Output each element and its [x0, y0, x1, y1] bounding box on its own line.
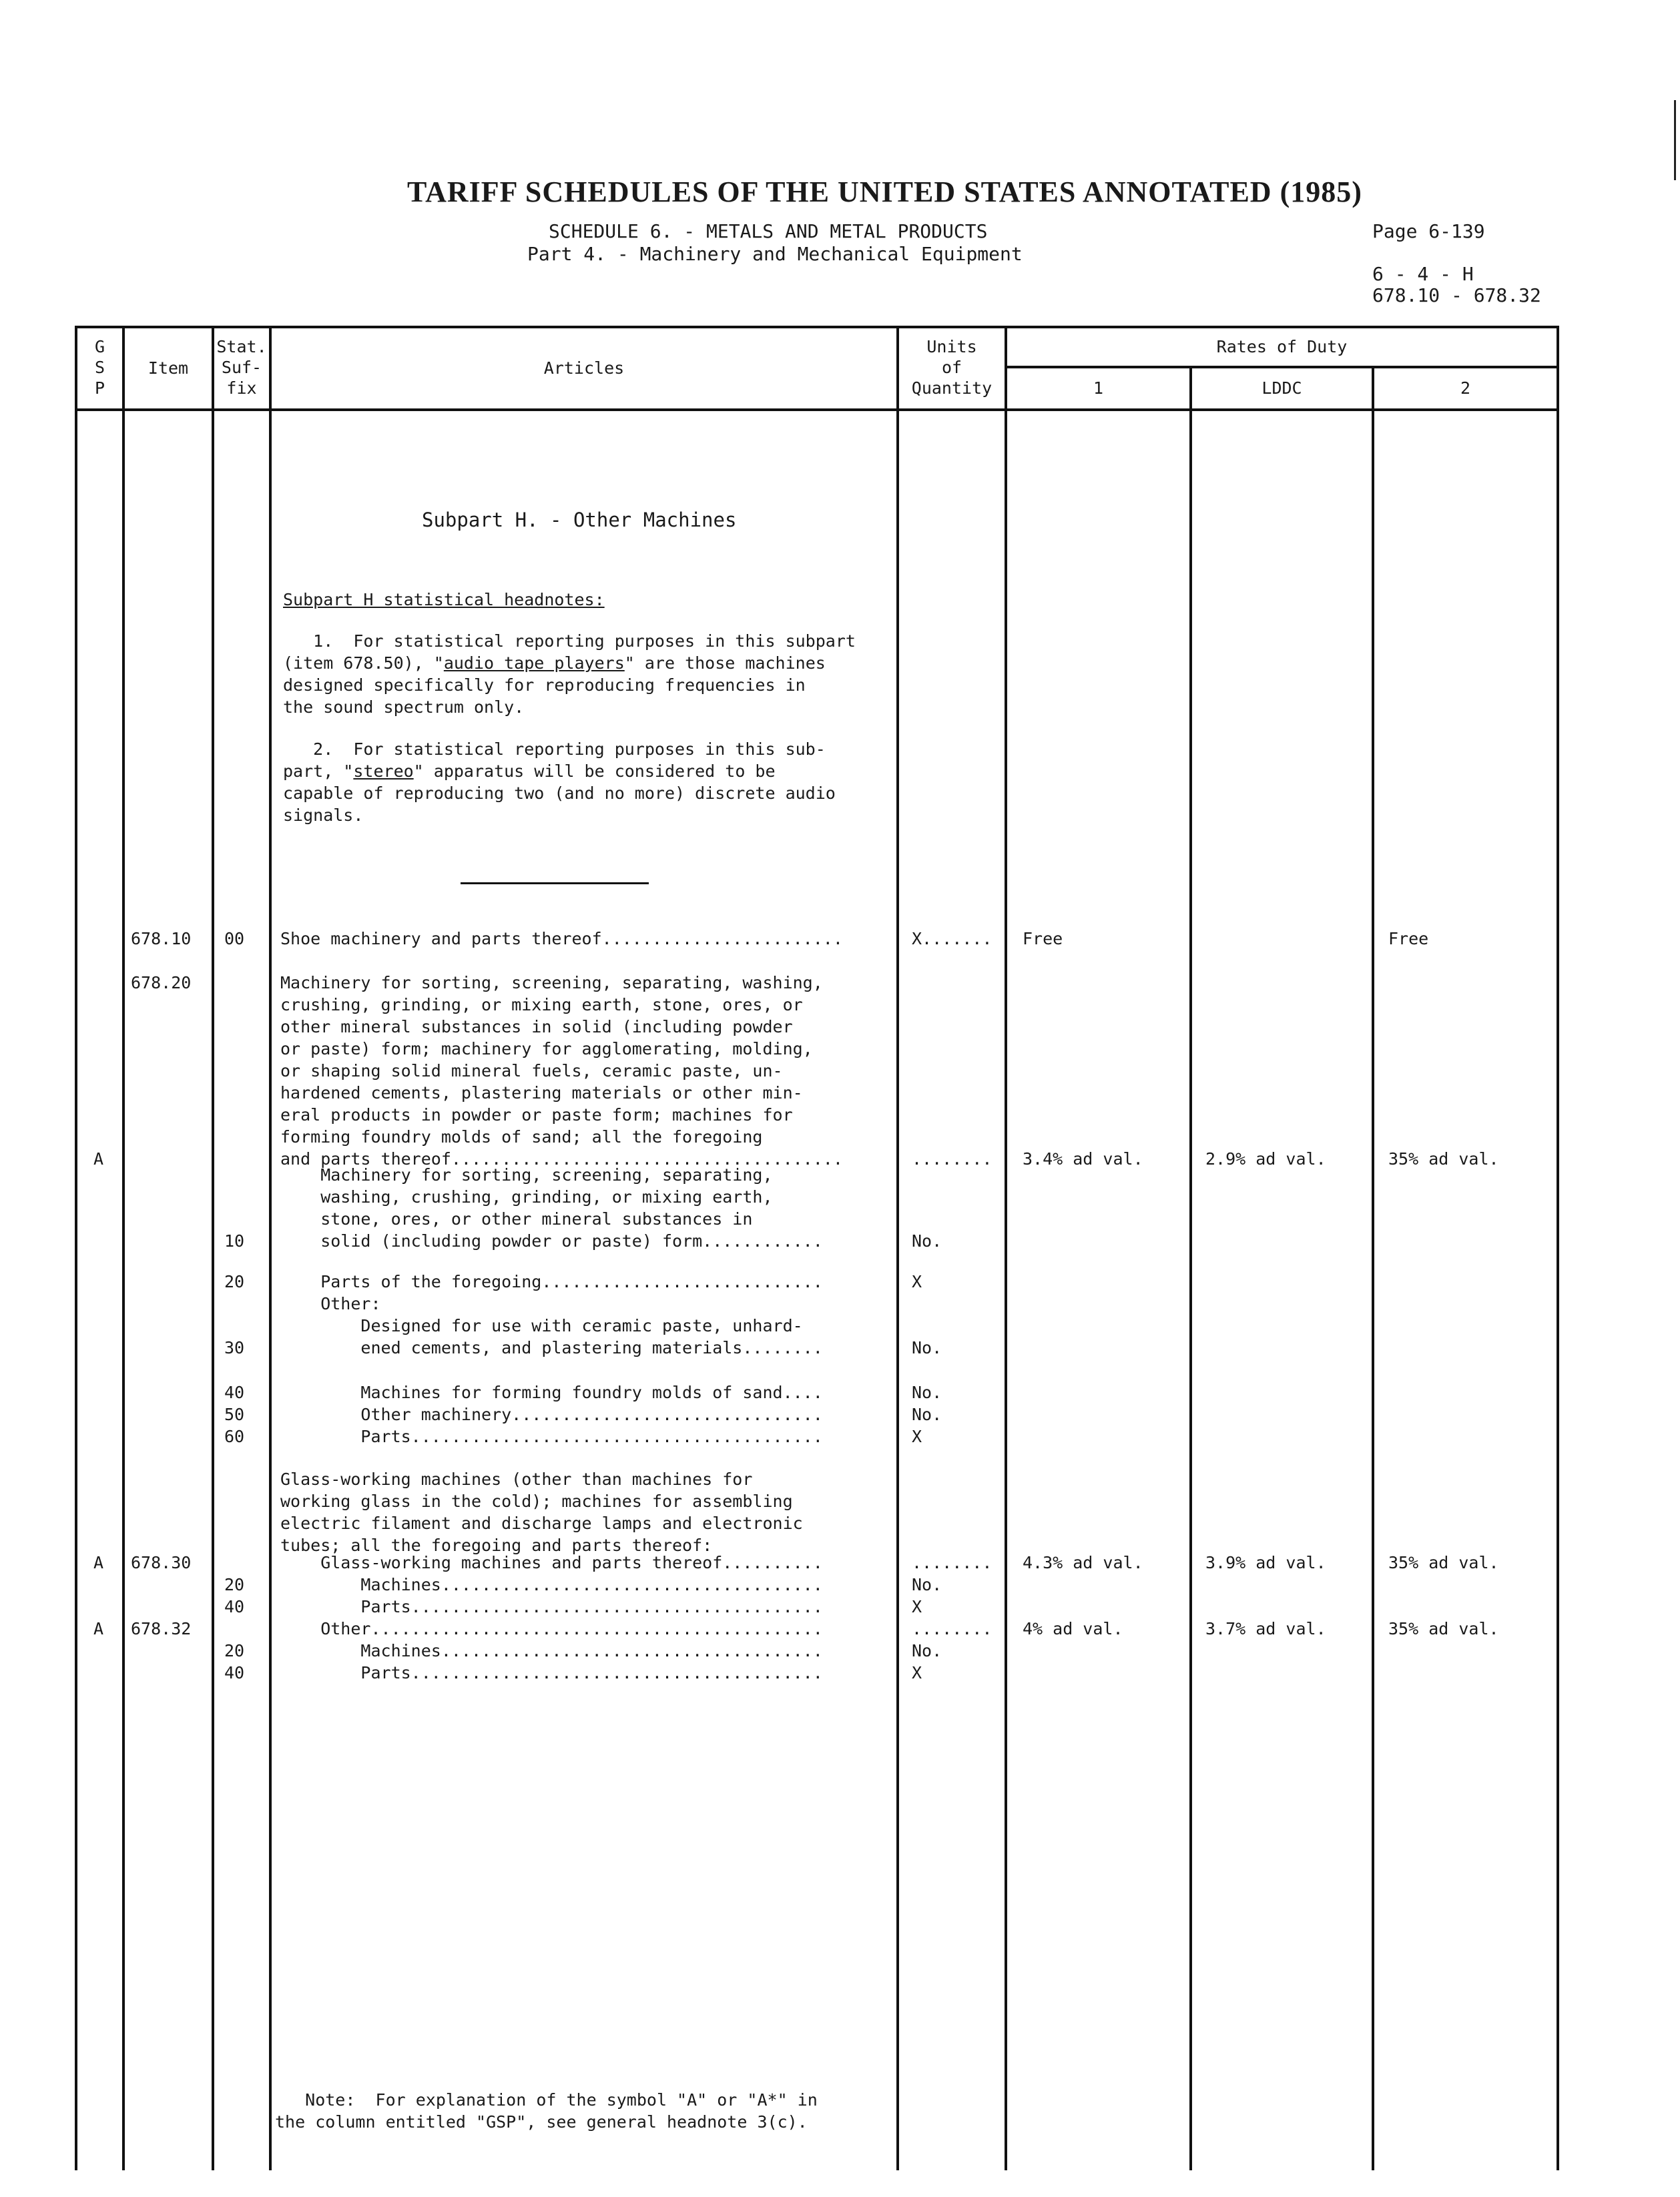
article-description: Designed for use with ceramic paste, unhard- ened cements, and plastering materials........: [360, 1316, 823, 1357]
col-border-8: [1557, 326, 1559, 2170]
article-description: Machines......................................: [280, 1641, 823, 1660]
stat-suffix: 40: [224, 1383, 245, 1402]
headnote-1-line-3: designed specifically for reproducing frequencies in: [283, 675, 806, 695]
unit-of-quantity: X: [912, 1597, 922, 1616]
unit-of-quantity: No.: [912, 1405, 942, 1424]
col-header-rates-of-duty: Rates of Duty: [1216, 337, 1348, 356]
col-border-4: [896, 326, 899, 2170]
rate-col-2: 35% ad val.: [1388, 1149, 1499, 1169]
gsp-note-line-2: the column entitled "GSP", see general headnote 3(c).: [275, 2112, 808, 2132]
gsp-marker: A: [93, 1619, 104, 1638]
rate-col-2: Free: [1388, 929, 1429, 948]
col-header-articles: Articles: [543, 358, 625, 378]
unit-of-quantity: X: [912, 1272, 922, 1291]
col-border-5: [1005, 326, 1007, 2170]
stat-suffix: 20: [224, 1272, 245, 1291]
header-bottom-border: [75, 408, 1559, 411]
rate-col-1: Free: [1023, 929, 1063, 948]
col-border-2: [212, 326, 214, 2170]
page-title: TARIFF SCHEDULES OF THE UNITED STATES ANNOTATED (1985): [407, 176, 1362, 208]
col-header-stat-suffix: Stat. Suf- fix: [216, 337, 267, 398]
unit-of-quantity: X.......: [912, 929, 993, 948]
headnote-2-line-2: part, "stereo" apparatus will be considered to be: [283, 761, 776, 781]
article-description: Parts.........................................: [280, 1427, 823, 1446]
col-border-6: [1189, 366, 1192, 2170]
term-audio-tape-players: audio tape players: [443, 653, 625, 673]
col-border-7: [1372, 366, 1374, 2170]
rates-subheader-border: [1005, 366, 1559, 368]
gsp-marker: A: [93, 1149, 104, 1169]
col-border-0: [75, 326, 77, 2170]
gsp-note-line-1: Note: For explanation of the symbol "A" or "A*" in: [275, 2090, 818, 2110]
headnote-1-line-2: (item 678.50), "audio tape players" are those machines: [283, 653, 826, 673]
unit-of-quantity: No.: [912, 1338, 942, 1357]
headnotes-divider: [461, 882, 649, 884]
item-number: 678.32: [131, 1619, 192, 1638]
stat-suffix: 20: [224, 1575, 245, 1594]
item-range: 678.10 - 678.32: [1372, 284, 1541, 306]
article-description: Machinery for sorting, screening, separating, washing, crushing, grinding, or mixing earth, stone, ores, or other mineral substances in solid (including powder or paste) form............: [320, 1165, 823, 1251]
article-description: Other machinery...............................: [280, 1405, 823, 1424]
article-description: Parts of the foregoing............................: [280, 1272, 823, 1291]
article-description: Machinery for sorting, screening, separating, washing, crushing, grinding, or mixing earth, stone, ores, or other mineral substances in solid (including powder or paste) form; machinery for agglomerating, molding, or shaping solid mineral fuels, ceramic paste, un- hardened cements, plastering materials or other min- eral products in powder or paste form; machines for forming foundry molds of sand; all the foregoing and parts thereof.......................................: [280, 973, 843, 1169]
headnote-2-line-1: 2. For statistical reporting purposes in this sub-: [283, 739, 826, 759]
rate-col-1: 4% ad val.: [1023, 1619, 1123, 1638]
article-description: Glass-working machines and parts thereof..........: [280, 1553, 823, 1572]
stat-suffix: 00: [224, 929, 245, 948]
headnote-1-line-4: the sound spectrum only.: [283, 697, 525, 717]
unit-of-quantity: No.: [912, 1575, 942, 1594]
rate-lddc: 3.9% ad val.: [1205, 1553, 1326, 1572]
item-number: 678.20: [131, 973, 192, 992]
term-stereo: stereo: [353, 761, 414, 781]
stat-suffix: 40: [224, 1663, 245, 1682]
col-border-3: [269, 326, 272, 2170]
article-description: Parts.........................................: [280, 1663, 823, 1682]
item-number: 678.10: [131, 929, 192, 948]
article-description: Shoe machinery and parts thereof........................: [280, 929, 843, 948]
headnotes-title: Subpart H statistical headnotes:: [283, 590, 605, 609]
item-number: 678.30: [131, 1553, 192, 1572]
rate-col-2: 35% ad val.: [1388, 1619, 1499, 1638]
unit-of-quantity: No.: [912, 1641, 942, 1660]
stat-suffix: 10: [224, 1231, 245, 1251]
article-description: Other:: [280, 1294, 381, 1313]
article-description: Glass-working machines (other than machines for working glass in the cold); machines for assembling electric filament and discharge lamps and electronic tubes; all the foregoing and parts thereof:: [280, 1470, 803, 1555]
col-header-units: Units of Quantity: [911, 337, 993, 398]
article-description: Machines......................................: [280, 1575, 823, 1594]
page-number: Page 6-139: [1372, 220, 1485, 242]
table-top-border: [75, 326, 1559, 328]
article-description: Other.............................................: [280, 1619, 823, 1638]
part-title: Part 4. - Machinery and Mechanical Equipment: [527, 243, 1023, 265]
col-header-item: Item: [148, 358, 189, 378]
headnote-1-line-1: 1. For statistical reporting purposes in this subpart: [283, 631, 856, 651]
stat-suffix: 30: [224, 1338, 245, 1357]
rate-col-1: 4.3% ad val.: [1023, 1553, 1143, 1572]
stat-suffix: 50: [224, 1405, 245, 1424]
headnote-2-line-3: capable of reproducing two (and no more) discrete audio: [283, 783, 836, 803]
unit-of-quantity: ........: [912, 1149, 993, 1169]
unit-of-quantity: ........: [912, 1553, 993, 1572]
article-description: Parts.........................................: [280, 1597, 823, 1616]
col-header-gsp: G S P: [94, 337, 105, 398]
section-code: 6 - 4 - H: [1372, 263, 1474, 285]
unit-of-quantity: No.: [912, 1383, 942, 1402]
col-border-1: [122, 326, 125, 2170]
headnote-2-line-4: signals.: [283, 806, 364, 825]
col-header-lddc: LDDC: [1262, 378, 1302, 398]
unit-of-quantity: X: [912, 1427, 922, 1446]
rate-col-2: 35% ad val.: [1388, 1553, 1499, 1572]
subpart-title: Subpart H. - Other Machines: [422, 509, 737, 531]
stat-suffix: 20: [224, 1641, 245, 1660]
rate-lddc: 3.7% ad val.: [1205, 1619, 1326, 1638]
stat-suffix: 60: [224, 1427, 245, 1446]
unit-of-quantity: X: [912, 1663, 922, 1682]
gsp-marker: A: [93, 1553, 104, 1572]
col-header-rate-1: 1: [1093, 378, 1104, 398]
rate-col-1: 3.4% ad val.: [1023, 1149, 1143, 1169]
article-description: Machines for forming foundry molds of sand....: [280, 1383, 823, 1402]
schedule-title: SCHEDULE 6. - METALS AND METAL PRODUCTS: [549, 220, 988, 242]
col-header-rate-2: 2: [1460, 378, 1471, 398]
stat-suffix: 40: [224, 1597, 245, 1616]
scan-edge-mark: [1674, 100, 1676, 180]
unit-of-quantity: ........: [912, 1619, 993, 1638]
unit-of-quantity: No.: [912, 1231, 942, 1251]
rate-lddc: 2.9% ad val.: [1205, 1149, 1326, 1169]
